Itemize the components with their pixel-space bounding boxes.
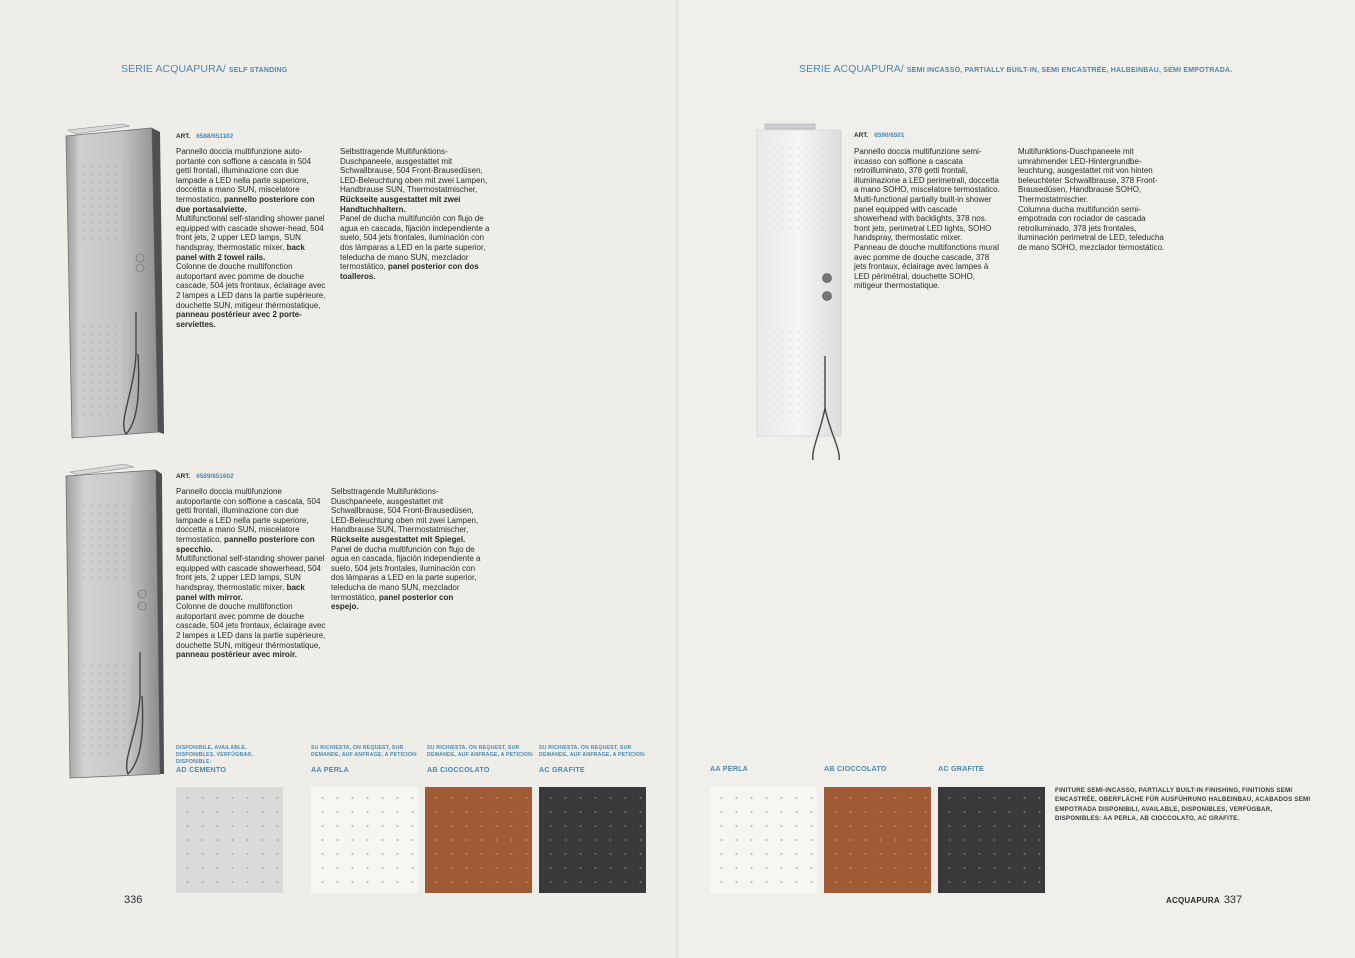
- finish-swatch-grafite-right: [938, 787, 1045, 893]
- finish-name-perla-right: AA PERLA: [710, 764, 749, 773]
- art-label: ART.: [176, 473, 191, 480]
- art-label: ART.: [854, 132, 869, 139]
- product-3-description-col2: Multifunktions-Duschpaneele mit umrahmender LED-Hintergrundbe-leuchtung, ausgestattet mit von hinten beleuchteter Schwallbrause, 378 Front-Brausedüsen, Handbrause SOHO, Thermostatmischer. Columna ducha multifunción semi-empotrada con rociador de cascada retroiluminado, 378 jets frontales, iluminación perimetral de LED, teleducha de mano SOHO, mezclador termostático.: [1018, 147, 1165, 252]
- finish-availability-note: FINITURE SEMI-INCASSO, PARTIALLY BUILT-IN FINISHING, FINITIONS SEMI ENCASTRÉE, OBERFLÄCHE FÜR AUSFÜHRUNG HALBEINBAU, ACABADOS SEMI EMPOTRADA DISPONIBILI, AVAILABLE, DISPONIBLES, VERFÜGBAR, DISPONIBLES: AA PERLA, AB CIOCCOLATO, AC GRAFITE.: [1055, 787, 1311, 823]
- art-number-2: [176, 473, 234, 480]
- finish-name-grafite-right: AC GRAFITE: [938, 764, 984, 773]
- left-series-heading: [121, 63, 287, 75]
- availability-on-request-1: SU RICHIESTA, ON REQUEST, SUR DEMANDE, AUF ANFRAGE, A PETICION:: [311, 745, 418, 758]
- art-code: 6589/651602: [196, 473, 234, 480]
- art-label: ART.: [176, 133, 191, 140]
- shower-panel-image-6588: [64, 122, 168, 440]
- finish-swatch-perla-right: [710, 787, 817, 893]
- finish-name-grafite: AC GRAFITE: [539, 765, 585, 774]
- shower-panel-image-6589: [64, 462, 168, 780]
- finish-name-cioccolato: AB CIOCCOLATO: [427, 765, 490, 774]
- product-1-description-col1: Pannello doccia multifunzione auto-portante con soffione a cascata in 504 getti frontali, illuminazione con due lampade a LED nella parte superiore, doccetta a mano SUN, miscelatore termostatico, pannello posteriore con due portasalviette. Multifunctional self-standing shower panel equipped with cascade shower-head, 504 front jets, 2 upper LED lamps, SUN handspray, thermostatic mixer, back panel with 2 towel rails. Colonne de douche multifonction autoportant avec pomme de douche cascade, 504 jets frontaux, éclairage avec 2 lampes a LED dans la partie supérieure, douchette SUN, mitigeur thérmostatique, panneau postérieur avec 2 porte-serviettes.: [176, 147, 326, 329]
- product-2-description-col2: Selbsttragende Multifunktions-Duschpaneele, ausgestattet mit Schwallbrause, 504 Front-Brausedüsen, LED-Beleuchtung oben mit zwei Lampen, Handbrause SUN, Thermostatmischer, Rückseite ausgestattet mit Spiegel. Panel de ducha multifunción con flujo de agua en cascada, fijación independiente a suelo, 504 jets frontales, iluminación con dos lámparas a LED en la parte superior, teleducha de mano SUN, mezclador termostático, panel posterior con espejo.: [331, 487, 481, 612]
- page-number-right: 337: [1223, 894, 1243, 906]
- finish-name-cioccolato-right: AB CIOCCOLATO: [824, 764, 887, 773]
- product-3-description-col1: Pannello doccia multifunzione semi-incasso con soffione a cascata retroilluminato, 378 getti frontali, illuminazione a LED perimetrali, doccetta a mano SOHO, miscelatore termostatico. Multi-functional partially built-in shower panel equipped with cascade showerhead with backlights, 378 nos. front jets, perimetral LED lights, SOHO handspray, thermostatic mixer. Panneau de douche multifonctions mural avec pomme de douche cascade, 378 jets frontaux, éclairage avec lampes à LED périmétral, douchette SOHO, mitigeur thermostatique.: [854, 147, 1000, 291]
- left-series-subtitle: SELF STANDING: [228, 67, 288, 74]
- art-code: 6590/6501: [874, 132, 905, 139]
- page-footer-right: [1166, 894, 1242, 906]
- availability-available: DISPONIBILE, AVAILABLE, DISPONIBLES, VERFÜGBAR, DISPONIBLE:: [176, 745, 253, 765]
- art-number-1: [176, 133, 233, 140]
- product-1-description-col2: Selbsttragende Multifunktions-Duschpaneele, ausgestattet mit Schwallbrause, 504 Front-Brausedüsen, LED-Beleuchtung oben mit zwei Lampen, Handbrause SUN, Thermostatmischer, Rückseite ausgestattet mit zwei Handtuchhaltern. Panel de ducha multifunción con flujo de agua en cascada, fijación independiente a suelo, 504 jets frontales, iluminación con dos lámparas a LED en la parte superior, teleducha de mano SUN, mezclador termostático, panel posterior con dos toalleros.: [340, 147, 490, 281]
- page-number-left: 336: [124, 894, 143, 906]
- footer-brand: ACQUAPURA: [1166, 896, 1220, 905]
- page-gutter: [676, 0, 680, 958]
- finish-swatch-cioccolato: [425, 787, 532, 893]
- finish-name-perla: AA PERLA: [311, 765, 350, 774]
- availability-on-request-3: SU RICHIESTA, ON REQUEST, SUR DEMANDE, AUF ANFRAGE, A PETICION:: [539, 745, 646, 758]
- right-series-subtitle: SEMI INCASSO, PARTIALLY BUILT-IN, SEMI ENCASTRÉE, HALBEINBAU, SEMI EMPOTRADA.: [906, 67, 1233, 74]
- finish-swatch-grafite: [539, 787, 646, 893]
- finish-swatch-cemento: [176, 787, 283, 893]
- right-series-heading: [799, 63, 1232, 75]
- availability-on-request-2: SU RICHIESTA, ON REQUEST, SUR DEMANDE, AUF ANFRAGE, A PETICION:: [427, 745, 534, 758]
- left-series-title: SERIE ACQUAPURA/: [121, 63, 226, 75]
- finish-name-cemento: AD CEMENTO: [176, 765, 227, 774]
- finish-swatch-perla: [311, 787, 418, 893]
- art-number-3: [854, 132, 904, 139]
- shower-panel-image-6590: [755, 120, 847, 465]
- art-code: 6588/651102: [196, 133, 234, 140]
- product-2-description-col1: Pannello doccia multifunzione autoportante con soffione a cascata, 504 getti frontali, illuminazione con due lampade a LED nella parte superiore, doccetta a mano SUN, miscelatore termostatico, pannello posteriore con specchio. Multifunctional self-standing shower panel equipped with cascade showerhead, 504 front jets, 2 upper LED lamps, SUN handspray, thermostatic mixer, back panel with mirror. Colonne de douche multifonction autoportant avec pomme de douche cascade, 504 jets frontaux, éclairage avec 2 lampes a LED dans la partie supérieure, douchette SUN, mitigeur thérmostatique, panneau postérieur avec miroir.: [176, 487, 326, 660]
- right-series-title: SERIE ACQUAPURA/: [799, 63, 904, 75]
- finish-swatch-cioccolato-right: [824, 787, 931, 893]
